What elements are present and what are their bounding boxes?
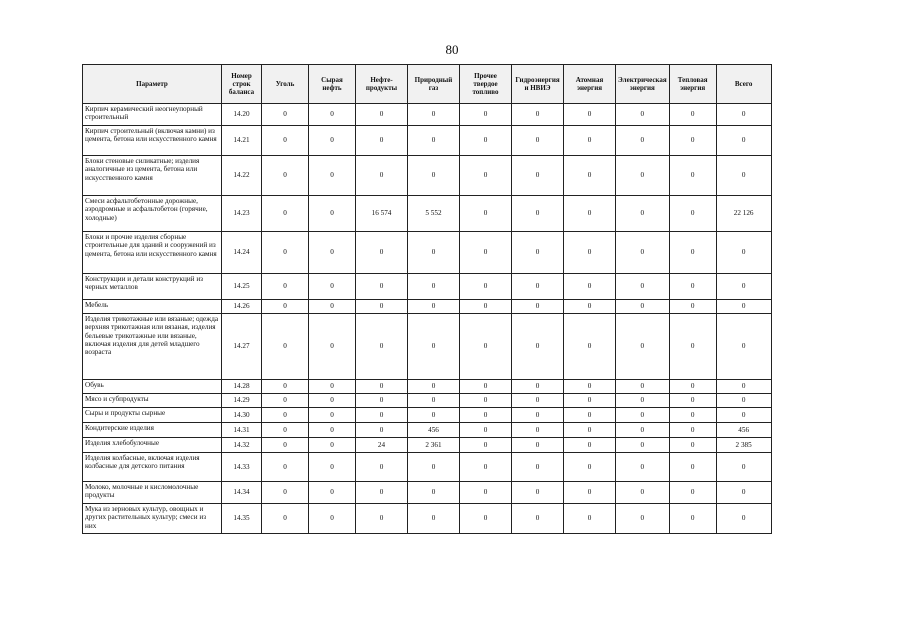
- value-cell: 0: [309, 104, 356, 126]
- parameter-cell: Мясо и субпродукты: [83, 394, 222, 408]
- value-cell: 0: [356, 408, 408, 423]
- value-cell: 0: [262, 438, 309, 453]
- table-header-row: [83, 65, 772, 104]
- value-cell: 0: [512, 104, 564, 126]
- value-cell: 0: [309, 453, 356, 482]
- total-cell: 0: [716, 156, 771, 196]
- total-cell: 0: [716, 408, 771, 423]
- table-body: [83, 104, 772, 534]
- value-cell: 0: [460, 380, 512, 394]
- table-row: [83, 504, 772, 534]
- parameter-cell: Сыры и продукты сырные: [83, 408, 222, 423]
- value-cell: 0: [616, 408, 670, 423]
- value-cell: 0: [408, 232, 460, 274]
- value-cell: 0: [309, 438, 356, 453]
- parameter-cell: Блоки стеновые силикатные; изделия аналогичные из цемента, бетона или искусственного камня: [83, 156, 222, 196]
- value-cell: 0: [460, 300, 512, 314]
- value-cell: 0: [460, 314, 512, 380]
- value-cell: 0: [309, 408, 356, 423]
- value-cell: 0: [262, 300, 309, 314]
- value-cell: 0: [408, 126, 460, 156]
- parameter-cell: Кондитерские изделия: [83, 423, 222, 438]
- value-cell: 5 552: [408, 196, 460, 232]
- value-cell: 0: [512, 394, 564, 408]
- line-number-cell: 14.24: [222, 232, 262, 274]
- line-number-cell: 14.31: [222, 423, 262, 438]
- table-row: [83, 408, 772, 423]
- value-cell: 0: [669, 126, 716, 156]
- value-cell: 0: [616, 232, 670, 274]
- value-cell: 0: [512, 300, 564, 314]
- parameter-cell: Обувь: [83, 380, 222, 394]
- value-cell: 0: [262, 196, 309, 232]
- parameter-cell: Мука из зерновых культур, овощных и других растительных культур; смеси из них: [83, 504, 222, 534]
- value-cell: 0: [616, 104, 670, 126]
- value-cell: 0: [669, 196, 716, 232]
- value-cell: 0: [564, 196, 616, 232]
- value-cell: 0: [460, 232, 512, 274]
- value-cell: 0: [564, 453, 616, 482]
- value-cell: 0: [564, 482, 616, 504]
- parameter-cell: Изделия колбасные, включая изделия колбасные для детского питания: [83, 453, 222, 482]
- value-cell: 0: [669, 314, 716, 380]
- column-header: Тепловая энергия: [669, 65, 716, 104]
- line-number-cell: 14.20: [222, 104, 262, 126]
- parameter-cell: Смеси асфальтобетонные дорожные, аэродромные и асфальтобетон (горячие, холодные): [83, 196, 222, 232]
- value-cell: 0: [262, 314, 309, 380]
- value-cell: 0: [512, 482, 564, 504]
- total-cell: 0: [716, 300, 771, 314]
- value-cell: 0: [262, 232, 309, 274]
- page-number: 80: [445, 42, 459, 57]
- value-cell: 0: [460, 482, 512, 504]
- value-cell: 0: [512, 232, 564, 274]
- value-cell: 0: [262, 408, 309, 423]
- table-row: [83, 453, 772, 482]
- column-header: Всего: [716, 65, 771, 104]
- column-header: Природный газ: [408, 65, 460, 104]
- value-cell: 0: [616, 126, 670, 156]
- value-cell: 0: [262, 380, 309, 394]
- value-cell: 0: [262, 504, 309, 534]
- column-header: Атомная энергия: [564, 65, 616, 104]
- value-cell: 2 361: [408, 438, 460, 453]
- value-cell: 0: [564, 423, 616, 438]
- value-cell: 0: [356, 104, 408, 126]
- value-cell: 0: [262, 482, 309, 504]
- value-cell: 0: [512, 504, 564, 534]
- value-cell: 0: [460, 196, 512, 232]
- total-cell: 0: [716, 380, 771, 394]
- value-cell: 0: [616, 380, 670, 394]
- value-cell: 0: [460, 423, 512, 438]
- line-number-cell: 14.21: [222, 126, 262, 156]
- value-cell: 0: [616, 438, 670, 453]
- line-number-cell: 14.32: [222, 438, 262, 453]
- line-number-cell: 14.29: [222, 394, 262, 408]
- value-cell: 0: [460, 274, 512, 300]
- parameter-cell: Молоко, молочные и кисломолочные продукты: [83, 482, 222, 504]
- value-cell: 0: [564, 156, 616, 196]
- value-cell: 0: [262, 423, 309, 438]
- value-cell: 0: [408, 482, 460, 504]
- line-number-cell: 14.25: [222, 274, 262, 300]
- parameter-cell: Мебель: [83, 300, 222, 314]
- table-row: [83, 300, 772, 314]
- value-cell: 0: [356, 232, 408, 274]
- line-number-cell: 14.28: [222, 380, 262, 394]
- value-cell: 0: [669, 394, 716, 408]
- table-row: [83, 380, 772, 394]
- total-cell: 2 385: [716, 438, 771, 453]
- column-header: Электрическая энергия: [616, 65, 670, 104]
- value-cell: 0: [309, 482, 356, 504]
- value-cell: 0: [460, 408, 512, 423]
- value-cell: 24: [356, 438, 408, 453]
- value-cell: 0: [262, 156, 309, 196]
- total-cell: 0: [716, 232, 771, 274]
- value-cell: 0: [408, 274, 460, 300]
- value-cell: 0: [512, 380, 564, 394]
- value-cell: 0: [309, 423, 356, 438]
- value-cell: 0: [262, 274, 309, 300]
- value-cell: 0: [616, 504, 670, 534]
- value-cell: 0: [669, 504, 716, 534]
- value-cell: 0: [309, 196, 356, 232]
- value-cell: 0: [460, 394, 512, 408]
- value-cell: 0: [356, 482, 408, 504]
- line-number-cell: 14.22: [222, 156, 262, 196]
- value-cell: 0: [262, 394, 309, 408]
- value-cell: 0: [616, 274, 670, 300]
- value-cell: 0: [512, 453, 564, 482]
- value-cell: 0: [309, 126, 356, 156]
- value-cell: 0: [408, 104, 460, 126]
- table-row: [83, 104, 772, 126]
- value-cell: 0: [309, 394, 356, 408]
- total-cell: 0: [716, 394, 771, 408]
- total-cell: 0: [716, 274, 771, 300]
- value-cell: 0: [356, 274, 408, 300]
- table-row: [83, 482, 772, 504]
- value-cell: 0: [669, 274, 716, 300]
- value-cell: 0: [512, 438, 564, 453]
- line-number-cell: 14.23: [222, 196, 262, 232]
- value-cell: 0: [309, 380, 356, 394]
- value-cell: 0: [564, 314, 616, 380]
- value-cell: 0: [309, 232, 356, 274]
- parameter-cell: Кирпич строительный (включая камни) из цемента, бетона или искусственного камня: [83, 126, 222, 156]
- energy-balance-table: [82, 64, 772, 534]
- value-cell: 0: [460, 156, 512, 196]
- value-cell: 0: [512, 274, 564, 300]
- value-cell: 0: [669, 408, 716, 423]
- value-cell: 0: [356, 453, 408, 482]
- value-cell: 0: [669, 380, 716, 394]
- value-cell: 0: [408, 314, 460, 380]
- value-cell: 0: [564, 438, 616, 453]
- value-cell: 0: [408, 453, 460, 482]
- value-cell: 0: [616, 196, 670, 232]
- table-row: [83, 126, 772, 156]
- column-header: Номер строк баланса: [222, 65, 262, 104]
- table-row: [83, 314, 772, 380]
- value-cell: 0: [564, 408, 616, 423]
- value-cell: 0: [616, 300, 670, 314]
- parameter-cell: Изделия трикотажные или вязаные; одежда верхняя трикотажная или вязаная, изделия бельевые трикотажные или вязаные, включая изделия для детей младшего возраста: [83, 314, 222, 380]
- value-cell: 0: [669, 482, 716, 504]
- value-cell: 0: [564, 232, 616, 274]
- value-cell: 0: [309, 504, 356, 534]
- value-cell: 0: [564, 104, 616, 126]
- table-row: [83, 156, 772, 196]
- value-cell: 0: [669, 104, 716, 126]
- total-cell: 456: [716, 423, 771, 438]
- parameter-cell: Кирпич керамический неогнеупорный строительный: [83, 104, 222, 126]
- line-number-cell: 14.30: [222, 408, 262, 423]
- value-cell: 0: [564, 380, 616, 394]
- value-cell: 0: [669, 438, 716, 453]
- value-cell: 0: [512, 423, 564, 438]
- value-cell: 0: [356, 380, 408, 394]
- table-row: [83, 423, 772, 438]
- value-cell: 0: [512, 196, 564, 232]
- table-row: [83, 274, 772, 300]
- value-cell: 0: [669, 300, 716, 314]
- value-cell: 0: [356, 300, 408, 314]
- total-cell: 0: [716, 314, 771, 380]
- value-cell: 0: [408, 300, 460, 314]
- value-cell: 0: [564, 504, 616, 534]
- value-cell: 456: [408, 423, 460, 438]
- value-cell: 0: [512, 408, 564, 423]
- total-cell: 22 126: [716, 196, 771, 232]
- value-cell: 0: [616, 482, 670, 504]
- column-header: Прочее твердое топливо: [460, 65, 512, 104]
- value-cell: 0: [564, 274, 616, 300]
- value-cell: 0: [356, 394, 408, 408]
- value-cell: 0: [262, 104, 309, 126]
- value-cell: 0: [356, 423, 408, 438]
- value-cell: 0: [616, 314, 670, 380]
- value-cell: 0: [408, 380, 460, 394]
- value-cell: 0: [309, 156, 356, 196]
- value-cell: 0: [669, 423, 716, 438]
- value-cell: 0: [408, 408, 460, 423]
- value-cell: 0: [356, 504, 408, 534]
- table-row: [83, 438, 772, 453]
- value-cell: 0: [309, 300, 356, 314]
- value-cell: 0: [564, 394, 616, 408]
- value-cell: 0: [460, 126, 512, 156]
- total-cell: 0: [716, 453, 771, 482]
- line-number-cell: 14.35: [222, 504, 262, 534]
- value-cell: 0: [408, 504, 460, 534]
- value-cell: 0: [460, 104, 512, 126]
- value-cell: 0: [616, 394, 670, 408]
- value-cell: 0: [356, 126, 408, 156]
- value-cell: 0: [356, 156, 408, 196]
- value-cell: 0: [564, 300, 616, 314]
- value-cell: 0: [616, 453, 670, 482]
- value-cell: 0: [309, 314, 356, 380]
- line-number-cell: 14.26: [222, 300, 262, 314]
- value-cell: 0: [460, 504, 512, 534]
- parameter-cell: Конструкции и детали конструкций из черных металлов: [83, 274, 222, 300]
- total-cell: 0: [716, 504, 771, 534]
- line-number-cell: 14.33: [222, 453, 262, 482]
- value-cell: 0: [512, 126, 564, 156]
- total-cell: 0: [716, 482, 771, 504]
- value-cell: 0: [408, 156, 460, 196]
- value-cell: 0: [262, 453, 309, 482]
- table-row: [83, 232, 772, 274]
- value-cell: 0: [408, 394, 460, 408]
- column-header: Гидроэнергия и НВИЭ: [512, 65, 564, 104]
- value-cell: 0: [669, 232, 716, 274]
- table-row: [83, 196, 772, 232]
- table-row: [83, 394, 772, 408]
- value-cell: 16 574: [356, 196, 408, 232]
- value-cell: 0: [262, 126, 309, 156]
- value-cell: 0: [512, 314, 564, 380]
- total-cell: 0: [716, 126, 771, 156]
- line-number-cell: 14.27: [222, 314, 262, 380]
- value-cell: 0: [564, 126, 616, 156]
- column-header: Нефте-продукты: [356, 65, 408, 104]
- total-cell: 0: [716, 104, 771, 126]
- value-cell: 0: [460, 438, 512, 453]
- value-cell: 0: [616, 156, 670, 196]
- value-cell: 0: [669, 156, 716, 196]
- value-cell: 0: [460, 453, 512, 482]
- value-cell: 0: [512, 156, 564, 196]
- value-cell: 0: [669, 453, 716, 482]
- value-cell: 0: [616, 423, 670, 438]
- value-cell: 0: [309, 274, 356, 300]
- line-number-cell: 14.34: [222, 482, 262, 504]
- value-cell: 0: [356, 314, 408, 380]
- parameter-cell: Блоки и прочие изделия сборные строительные для зданий и сооружений из цемента, бетона или искусственного камня: [83, 232, 222, 274]
- parameter-cell: Изделия хлебобулочные: [83, 438, 222, 453]
- column-header: Уголь: [262, 65, 309, 104]
- column-header: Параметр: [83, 65, 222, 104]
- column-header: Сырая нефть: [309, 65, 356, 104]
